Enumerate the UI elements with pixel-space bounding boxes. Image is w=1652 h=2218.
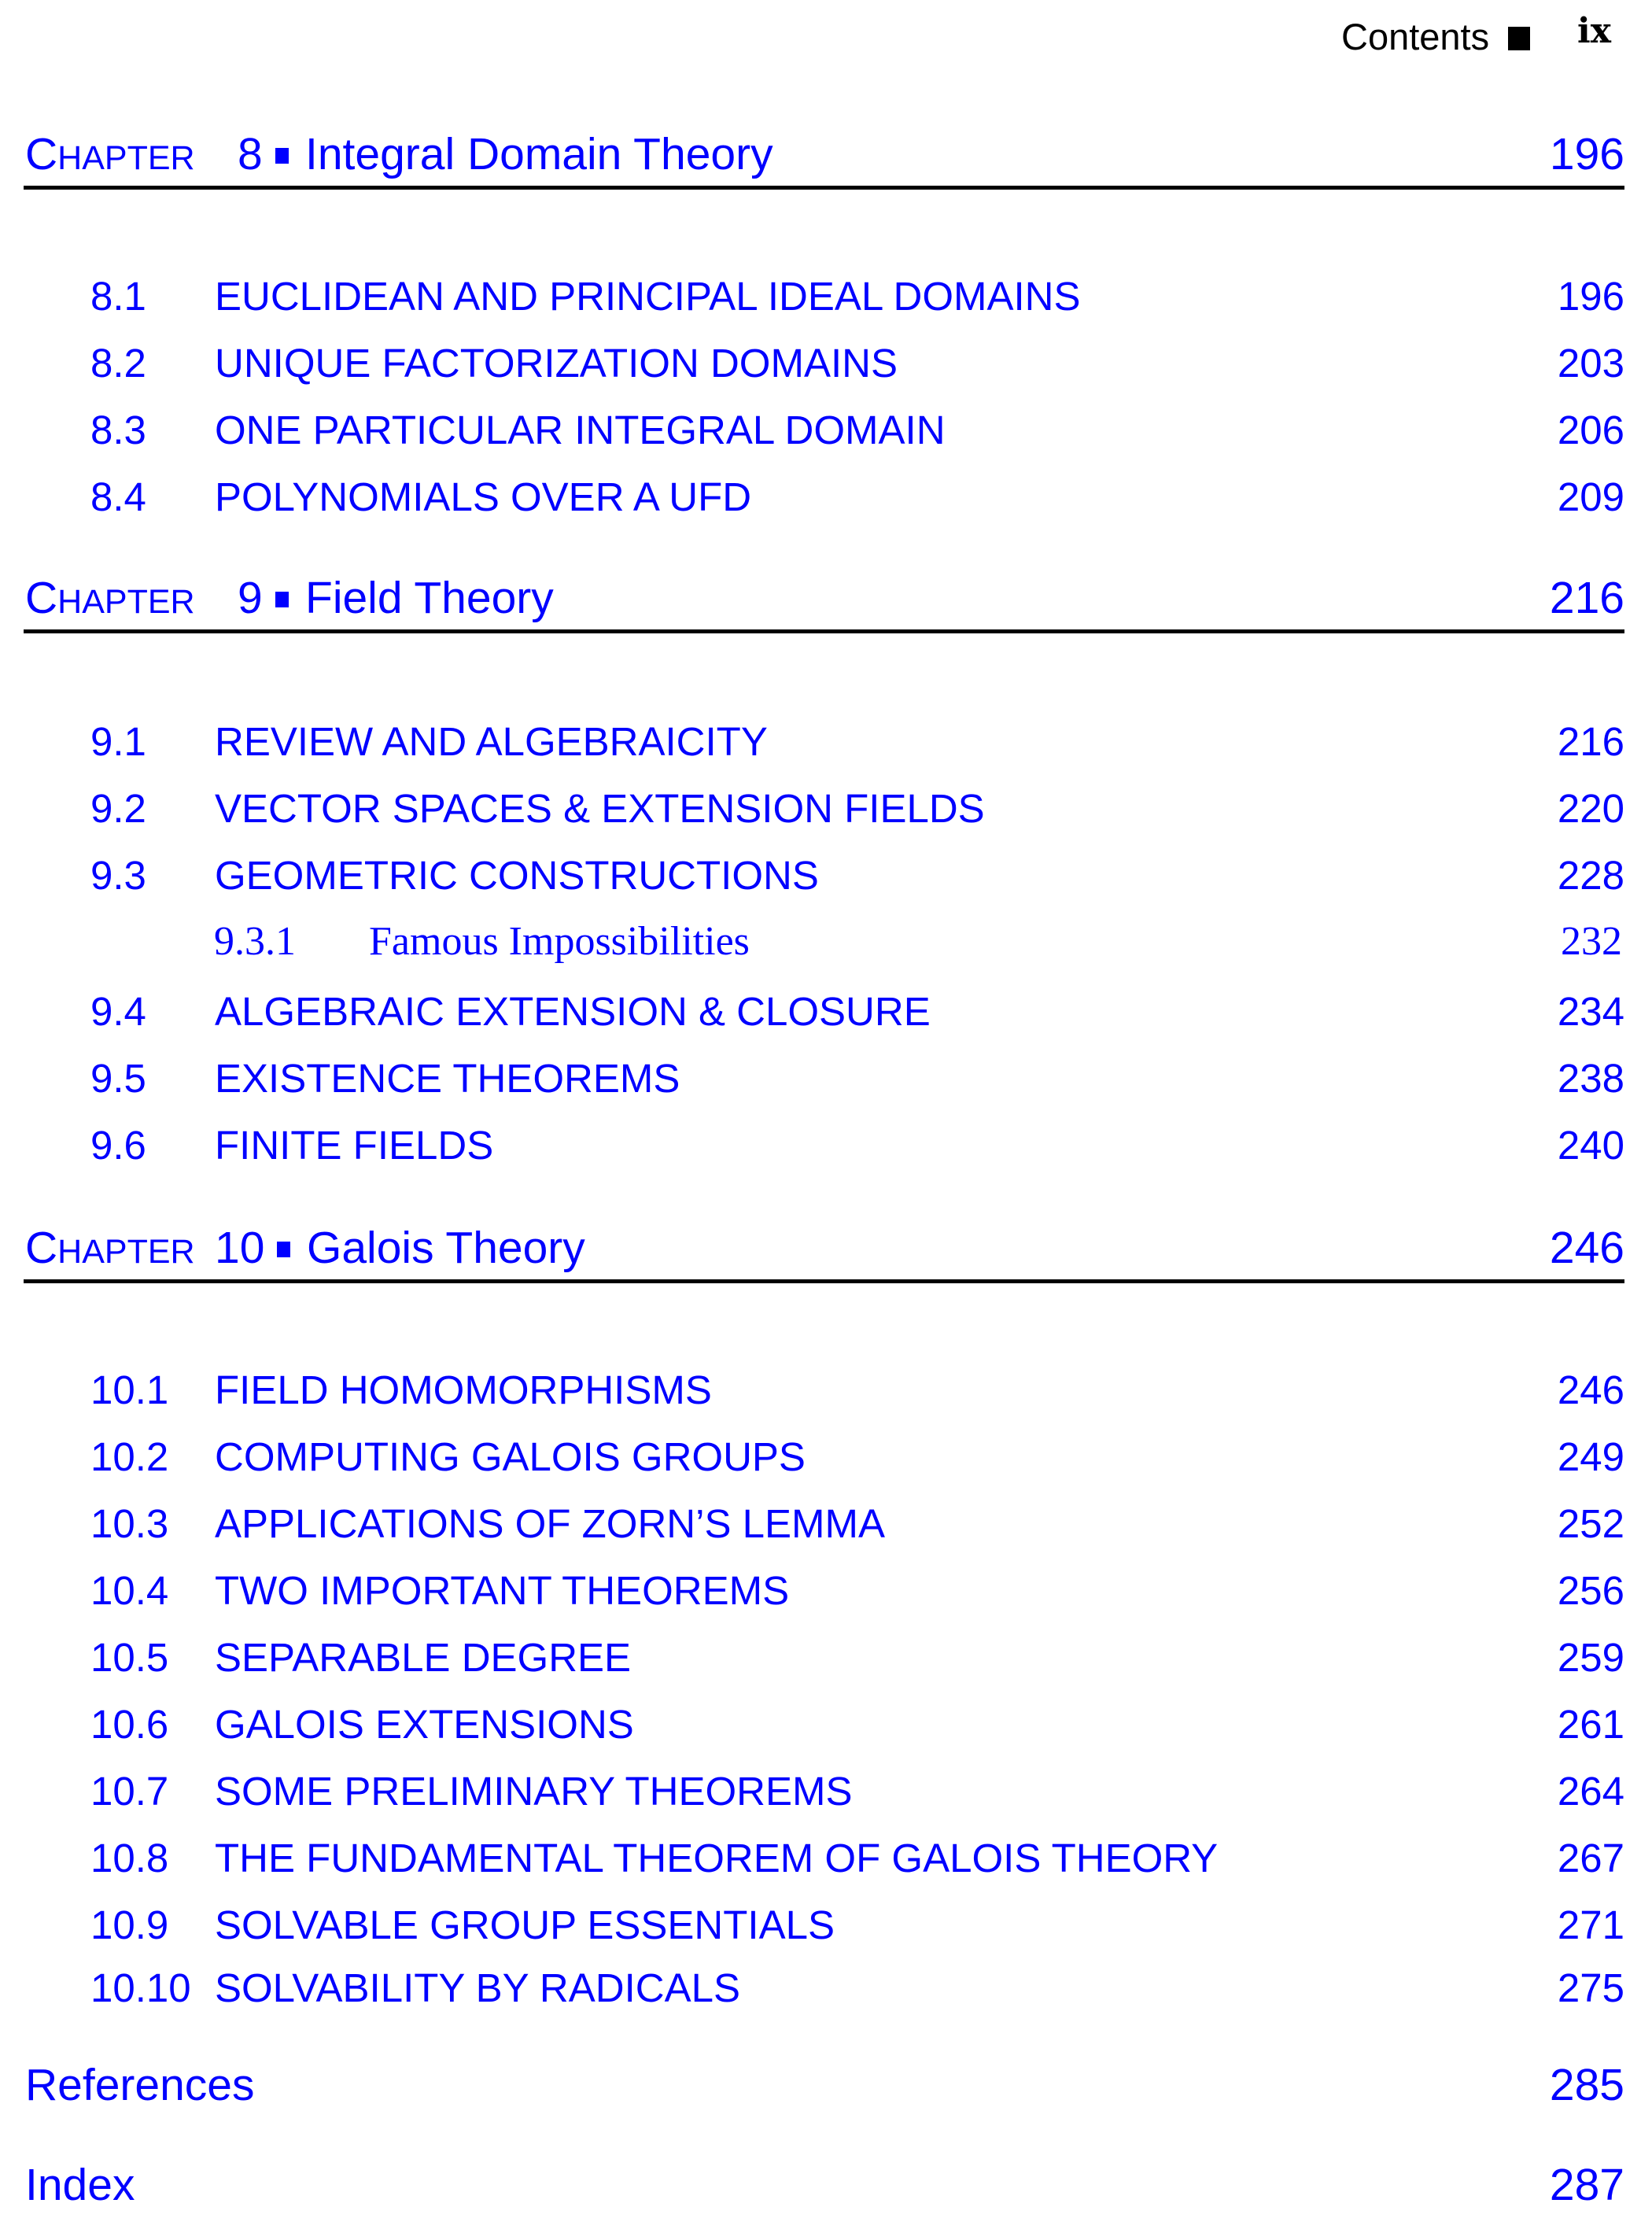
section-page[interactable]: 216 xyxy=(1557,719,1624,764)
section-number[interactable]: 10.7 xyxy=(90,1769,169,1814)
section-title[interactable]: GALOIS EXTENSIONS xyxy=(215,1702,634,1747)
section-title[interactable]: ONE PARTICULAR INTEGRAL DOMAIN xyxy=(215,408,946,452)
section-page[interactable]: 238 xyxy=(1557,1056,1624,1101)
section-number[interactable]: 9.4 xyxy=(90,989,146,1034)
section-title[interactable]: REVIEW AND ALGEBRAICITY xyxy=(215,719,768,764)
subsection-number[interactable]: 9.3.1 xyxy=(214,919,296,964)
section-page[interactable]: 246 xyxy=(1557,1367,1624,1412)
section-number[interactable]: 10.5 xyxy=(90,1635,169,1680)
section-number[interactable]: 10.1 xyxy=(90,1367,169,1412)
section-title[interactable]: FINITE FIELDS xyxy=(215,1123,494,1168)
section-page[interactable]: 256 xyxy=(1557,1568,1624,1613)
references-link[interactable]: References xyxy=(25,2060,255,2110)
running-header-page: ix xyxy=(1577,11,1611,51)
index-page[interactable]: 287 xyxy=(1549,2160,1624,2210)
chapter-label-initial: C xyxy=(25,129,58,179)
section-number[interactable]: 9.1 xyxy=(90,719,146,764)
chapter-number[interactable]: 9 xyxy=(238,573,263,623)
section-title[interactable]: COMPUTING GALOIS GROUPS xyxy=(215,1434,806,1479)
section-page[interactable]: 264 xyxy=(1557,1769,1624,1814)
chapter-rule xyxy=(24,186,1624,190)
section-title[interactable]: SOLVABILITY BY RADICALS xyxy=(215,1965,741,2010)
chapter-page[interactable]: 196 xyxy=(1549,129,1624,179)
chapter-label-rest: HAPTER xyxy=(57,139,195,177)
section-title[interactable]: ALGEBRAIC EXTENSION & CLOSURE xyxy=(215,989,931,1034)
chapter-page[interactable]: 246 xyxy=(1549,1223,1624,1273)
section-number[interactable]: 10.9 xyxy=(90,1902,169,1947)
running-header-title: Contents xyxy=(1341,16,1490,57)
chapter-label-initial: C xyxy=(25,1223,58,1273)
section-number[interactable]: 9.5 xyxy=(90,1056,146,1101)
section-page[interactable]: 267 xyxy=(1557,1836,1624,1880)
section-page[interactable]: 261 xyxy=(1557,1702,1624,1747)
section-page[interactable]: 252 xyxy=(1557,1501,1624,1546)
section-page[interactable]: 206 xyxy=(1557,408,1624,452)
chapter-rule xyxy=(24,1279,1624,1283)
section-title[interactable]: SOME PRELIMINARY THEOREMS xyxy=(215,1769,853,1814)
section-page[interactable]: 203 xyxy=(1557,341,1624,386)
index-link[interactable]: Index xyxy=(25,2160,135,2210)
section-number[interactable]: 10.3 xyxy=(90,1501,169,1546)
section-number[interactable]: 10.8 xyxy=(90,1836,169,1880)
section-page[interactable]: 228 xyxy=(1557,853,1624,898)
section-page[interactable]: 220 xyxy=(1557,786,1624,831)
section-title[interactable]: POLYNOMIALS OVER A UFD xyxy=(215,474,752,519)
section-number[interactable]: 10.6 xyxy=(90,1702,169,1747)
section-number[interactable]: 8.1 xyxy=(90,274,146,319)
section-page[interactable]: 209 xyxy=(1557,474,1624,519)
chapter-number[interactable]: 10 xyxy=(215,1223,265,1273)
section-page[interactable]: 271 xyxy=(1557,1902,1624,1947)
section-page[interactable]: 196 xyxy=(1557,274,1624,319)
section-page[interactable]: 249 xyxy=(1557,1434,1624,1479)
section-title[interactable]: TWO IMPORTANT THEOREMS xyxy=(215,1568,790,1613)
chapter-label-initial: C xyxy=(25,573,58,623)
section-page[interactable]: 240 xyxy=(1557,1123,1624,1168)
section-page[interactable]: 234 xyxy=(1557,989,1624,1034)
chapter-page[interactable]: 216 xyxy=(1549,573,1624,623)
section-number[interactable]: 9.3 xyxy=(90,853,146,898)
section-title[interactable]: FIELD HOMOMORPHISMS xyxy=(215,1367,712,1412)
chapter-title[interactable]: Field Theory xyxy=(305,573,554,623)
section-number[interactable]: 8.3 xyxy=(90,408,146,452)
chapter-title[interactable]: Galois Theory xyxy=(307,1223,585,1273)
chapter-title[interactable]: Integral Domain Theory xyxy=(305,129,773,179)
section-title[interactable]: THE FUNDAMENTAL THEOREM OF GALOIS THEORY xyxy=(215,1836,1219,1880)
chapter-label[interactable] xyxy=(25,128,195,180)
chapter-label[interactable] xyxy=(25,572,195,624)
section-number[interactable]: 10.4 xyxy=(90,1568,169,1613)
section-title[interactable]: SOLVABLE GROUP ESSENTIALS xyxy=(215,1902,835,1947)
chapter-label-rest: HAPTER xyxy=(57,583,195,621)
chapter-label-rest: HAPTER xyxy=(57,1233,195,1271)
subsection-title[interactable]: Famous Impossibilities xyxy=(369,919,750,964)
section-title[interactable]: EUCLIDEAN AND PRINCIPAL IDEAL DOMAINS xyxy=(215,274,1081,319)
section-number[interactable]: 10.2 xyxy=(90,1434,169,1479)
square-bullet-icon xyxy=(275,148,289,164)
section-title[interactable]: UNIQUE FACTORIZATION DOMAINS xyxy=(215,341,898,386)
section-page[interactable]: 275 xyxy=(1557,1965,1624,2010)
square-bullet-icon xyxy=(1508,27,1530,50)
chapter-rule xyxy=(24,629,1624,633)
references-page[interactable]: 285 xyxy=(1549,2060,1624,2110)
square-bullet-icon xyxy=(277,1242,290,1257)
section-number[interactable]: 10.10 xyxy=(90,1965,191,2010)
subsection-page[interactable]: 232 xyxy=(1561,919,1622,964)
square-bullet-icon xyxy=(275,592,289,607)
chapter-number[interactable]: 8 xyxy=(238,129,263,179)
section-number[interactable]: 9.6 xyxy=(90,1123,146,1168)
section-title[interactable]: GEOMETRIC CONSTRUCTIONS xyxy=(215,853,819,898)
section-title[interactable]: EXISTENCE THEOREMS xyxy=(215,1056,680,1101)
section-number[interactable]: 8.4 xyxy=(90,474,146,519)
section-title[interactable]: APPLICATIONS OF ZORN’S LEMMA xyxy=(215,1501,886,1546)
section-page[interactable]: 259 xyxy=(1557,1635,1624,1680)
section-title[interactable]: VECTOR SPACES & EXTENSION FIELDS xyxy=(215,786,985,831)
section-title[interactable]: SEPARABLE DEGREE xyxy=(215,1635,632,1680)
chapter-label[interactable] xyxy=(25,1222,195,1274)
section-number[interactable]: 9.2 xyxy=(90,786,146,831)
section-number[interactable]: 8.2 xyxy=(90,341,146,386)
